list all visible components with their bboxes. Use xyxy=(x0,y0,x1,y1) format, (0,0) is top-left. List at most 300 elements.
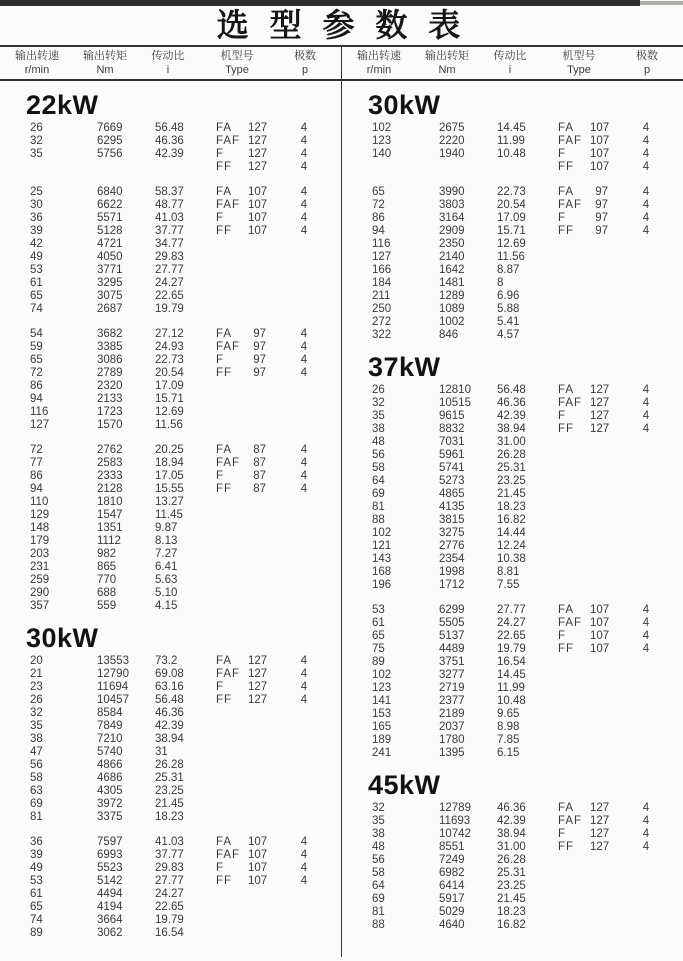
cell-torque: 1089 xyxy=(439,303,465,315)
table-row xyxy=(342,436,683,449)
cell-type-size xyxy=(590,462,608,475)
table-row xyxy=(342,303,683,316)
cell-poles xyxy=(608,906,683,919)
cell-type-prefix xyxy=(558,880,590,893)
cell-ratio: 27.77 xyxy=(155,264,184,276)
cell-ratio: 18.23 xyxy=(155,811,184,823)
table-row xyxy=(0,655,341,668)
data-block xyxy=(0,444,341,613)
cell-ratio: 37.77 xyxy=(155,849,184,861)
cell-ratio: 16.54 xyxy=(155,927,184,939)
cell-poles xyxy=(266,406,341,419)
cell-type-prefix: FA xyxy=(216,655,233,667)
cell-poles: 4 xyxy=(300,341,308,353)
table-row xyxy=(0,509,341,522)
cell-type-size xyxy=(590,436,608,449)
cell-poles xyxy=(266,707,341,720)
cell-type-prefix: FAF xyxy=(558,397,583,409)
col-header-ratio-unit: i xyxy=(166,64,170,76)
table-row xyxy=(342,579,683,592)
cell-ratio: 11.56 xyxy=(497,251,525,263)
cell-type-size xyxy=(248,419,266,432)
cell-torque: 3385 xyxy=(97,341,123,353)
cell-type-size: 87 xyxy=(253,470,266,482)
cell-type-size xyxy=(248,251,266,264)
cell-type-prefix xyxy=(216,772,248,785)
cell-type-size xyxy=(248,733,266,746)
cell-ratio: 14.44 xyxy=(497,527,526,539)
col-header-speed-unit: r/min xyxy=(366,64,392,76)
cell-speed: 86 xyxy=(372,212,385,224)
cell-type-prefix xyxy=(216,785,248,798)
table-row xyxy=(0,535,341,548)
cell-ratio: 23.25 xyxy=(497,880,526,892)
cell-ratio: 26.28 xyxy=(155,759,184,771)
cell-ratio: 17.05 xyxy=(155,470,184,482)
cell-speed: 39 xyxy=(30,849,43,861)
cell-type-size: 107 xyxy=(248,199,268,211)
cell-torque: 5917 xyxy=(439,893,465,905)
table-row xyxy=(0,772,341,785)
cell-ratio: 18.94 xyxy=(155,457,184,469)
cell-torque: 3375 xyxy=(97,811,123,823)
table-row xyxy=(0,798,341,811)
table-row xyxy=(342,695,683,708)
cell-type-size: 127 xyxy=(590,828,610,840)
cell-torque: 1810 xyxy=(97,496,123,508)
cell-torque: 4050 xyxy=(97,251,123,263)
cell-type-prefix xyxy=(558,316,590,329)
cell-type-size xyxy=(248,264,266,277)
cell-type-prefix xyxy=(558,436,590,449)
cell-type-prefix xyxy=(558,854,590,867)
table-row xyxy=(342,854,683,867)
cell-speed: 116 xyxy=(30,406,49,418)
cell-type-prefix xyxy=(216,238,248,251)
table-row xyxy=(0,303,341,316)
cell-type-size: 127 xyxy=(248,694,268,706)
cell-speed: 102 xyxy=(372,527,392,539)
cell-poles xyxy=(608,488,683,501)
cell-speed: 74 xyxy=(30,914,43,926)
cell-speed: 64 xyxy=(372,475,385,487)
cell-speed: 179 xyxy=(30,535,50,547)
cell-torque: 3751 xyxy=(439,656,465,668)
cell-torque: 1002 xyxy=(439,316,465,328)
cell-type-prefix xyxy=(216,406,248,419)
cell-torque: 2719 xyxy=(439,682,465,694)
cell-speed: 59 xyxy=(30,341,43,353)
cell-torque: 6982 xyxy=(439,867,465,879)
table-row xyxy=(342,527,683,540)
cell-ratio: 42.39 xyxy=(155,720,184,732)
cell-ratio: 20.54 xyxy=(155,367,184,379)
cell-type-prefix: FF xyxy=(216,367,233,379)
cell-ratio: 7.27 xyxy=(155,548,178,560)
col-header-poles-cn: 极数 xyxy=(636,50,658,62)
cell-type-prefix: FF xyxy=(558,161,575,173)
cell-ratio: 14.45 xyxy=(497,669,526,681)
right-column xyxy=(342,84,683,961)
cell-type-prefix: FF xyxy=(216,694,233,706)
cell-type-prefix xyxy=(216,901,248,914)
cell-torque: 2133 xyxy=(97,393,123,405)
cell-ratio: 8 xyxy=(497,277,504,289)
cell-ratio: 15.55 xyxy=(155,483,184,495)
cell-ratio: 22.65 xyxy=(497,630,526,642)
cell-poles xyxy=(608,747,683,760)
cell-ratio: 5.10 xyxy=(155,587,178,599)
cell-ratio: 48.77 xyxy=(155,199,184,211)
cell-poles xyxy=(608,449,683,462)
cell-torque: 9615 xyxy=(439,410,465,422)
cell-ratio: 17.09 xyxy=(155,380,184,392)
cell-type-size: 107 xyxy=(248,849,268,861)
cell-type-size xyxy=(590,906,608,919)
table-row xyxy=(0,849,341,862)
cell-type-prefix xyxy=(558,501,590,514)
cell-poles xyxy=(608,462,683,475)
cell-ratio: 42.39 xyxy=(497,815,526,827)
cell-speed: 69 xyxy=(372,488,385,500)
cell-type-prefix xyxy=(216,798,248,811)
cell-ratio: 25.31 xyxy=(155,772,184,784)
cell-torque: 5961 xyxy=(439,449,465,461)
table-row xyxy=(0,694,341,707)
cell-type-size: 127 xyxy=(590,802,610,814)
cell-speed: 127 xyxy=(372,251,392,263)
table-row xyxy=(0,186,341,199)
table-row xyxy=(342,630,683,643)
col-header-ratio-cn: 传动比 xyxy=(151,50,185,62)
cell-poles xyxy=(608,238,683,251)
cell-poles xyxy=(266,733,341,746)
cell-type-prefix: F xyxy=(558,828,567,840)
cell-speed: 69 xyxy=(30,798,43,810)
cell-type-prefix: FA xyxy=(216,186,233,198)
cell-type-prefix xyxy=(216,811,248,824)
cell-type-prefix: FAF xyxy=(216,341,241,353)
cell-speed: 88 xyxy=(372,919,385,931)
section-title-45kW: 45kW xyxy=(368,770,441,800)
cell-ratio: 27.77 xyxy=(497,604,526,616)
cell-torque: 982 xyxy=(97,548,117,560)
cell-torque: 5137 xyxy=(439,630,465,642)
cell-speed: 53 xyxy=(30,264,43,276)
cell-torque xyxy=(97,161,155,174)
cell-poles xyxy=(608,251,683,264)
cell-speed: 89 xyxy=(372,656,385,668)
cell-type-prefix: FAF xyxy=(216,135,241,147)
cell-torque: 4686 xyxy=(97,772,123,784)
cell-type-size xyxy=(248,746,266,759)
cell-poles: 4 xyxy=(642,410,650,422)
cell-speed: 61 xyxy=(30,277,43,289)
cell-poles xyxy=(608,579,683,592)
cell-type-size xyxy=(590,579,608,592)
table-row xyxy=(342,186,683,199)
cell-torque: 2140 xyxy=(439,251,465,263)
cell-type-size xyxy=(248,914,266,927)
cell-type-size: 107 xyxy=(248,186,268,198)
cell-type-size xyxy=(248,548,266,561)
cell-poles: 4 xyxy=(300,186,308,198)
cell-speed: 58 xyxy=(372,462,385,474)
table-row xyxy=(342,708,683,721)
cell-poles: 4 xyxy=(300,875,308,887)
col-header-type xyxy=(547,49,611,77)
cell-ratio: 5.63 xyxy=(155,574,178,586)
cell-torque: 11694 xyxy=(97,681,129,693)
cell-type-size: 107 xyxy=(590,630,610,642)
cell-type-size xyxy=(248,927,266,940)
cell-poles xyxy=(608,514,683,527)
cell-speed: 74 xyxy=(30,303,43,315)
cell-poles: 4 xyxy=(642,423,650,435)
cell-speed: 143 xyxy=(372,553,392,565)
cell-speed: 72 xyxy=(372,199,385,211)
cell-poles: 4 xyxy=(300,681,308,693)
cell-type-size xyxy=(590,290,608,303)
cell-ratio: 37.77 xyxy=(155,225,184,237)
cell-type-size xyxy=(590,329,608,342)
cell-poles xyxy=(608,475,683,488)
cell-speed: 290 xyxy=(30,587,50,599)
cell-torque: 6840 xyxy=(97,186,123,198)
col-header-type xyxy=(205,49,269,77)
cell-type-prefix xyxy=(216,587,248,600)
cell-ratio: 8.81 xyxy=(497,566,520,578)
cell-type-prefix xyxy=(216,888,248,901)
cell-type-size xyxy=(590,867,608,880)
cell-ratio: 10.48 xyxy=(497,148,526,160)
table-row xyxy=(342,251,683,264)
cell-speed: 272 xyxy=(372,316,392,328)
cell-type-prefix xyxy=(558,488,590,501)
cell-ratio: 10.38 xyxy=(497,553,526,565)
cell-poles xyxy=(266,811,341,824)
cell-ratio: 16.82 xyxy=(497,919,526,931)
cell-type-prefix xyxy=(558,264,590,277)
cell-speed xyxy=(372,161,439,174)
data-block xyxy=(342,122,683,174)
cell-type-prefix: F xyxy=(216,862,225,874)
table-row xyxy=(0,277,341,290)
cell-type-size: 127 xyxy=(590,384,610,396)
cell-torque: 7210 xyxy=(97,733,123,745)
cell-ratio: 46.36 xyxy=(155,135,184,147)
cell-poles: 4 xyxy=(642,161,650,173)
table-row xyxy=(342,867,683,880)
table-row xyxy=(342,316,683,329)
cell-type-size: 107 xyxy=(248,212,268,224)
cell-poles xyxy=(608,893,683,906)
table-row xyxy=(0,875,341,888)
cell-type-prefix xyxy=(558,734,590,747)
cell-type-size xyxy=(590,854,608,867)
col-header-type-cn: 机型号 xyxy=(562,50,596,62)
cell-torque: 1642 xyxy=(439,264,465,276)
cell-ratio: 20.25 xyxy=(155,444,184,456)
cell-speed: 88 xyxy=(372,514,385,526)
cell-ratio: 24.93 xyxy=(155,341,184,353)
cell-poles xyxy=(608,553,683,566)
cell-type-size xyxy=(590,527,608,540)
cell-torque: 6299 xyxy=(439,604,465,616)
cell-torque: 2320 xyxy=(97,380,123,392)
cell-poles: 4 xyxy=(300,161,308,173)
table-row xyxy=(0,238,341,251)
cell-type-size xyxy=(590,277,608,290)
cell-torque xyxy=(439,161,497,174)
cell-speed: 64 xyxy=(372,880,385,892)
cell-speed: 94 xyxy=(30,393,43,405)
cell-type-prefix: FAF xyxy=(558,617,583,629)
table-row xyxy=(0,419,341,432)
cell-torque: 5523 xyxy=(97,862,123,874)
cell-ratio: 22.73 xyxy=(155,354,184,366)
cell-type-size: 107 xyxy=(248,225,268,237)
top-rule-bar xyxy=(0,0,640,6)
cell-poles xyxy=(266,393,341,406)
cell-torque: 3295 xyxy=(97,277,123,289)
cell-poles xyxy=(608,527,683,540)
cell-ratio: 22.73 xyxy=(497,186,526,198)
cell-type-size: 127 xyxy=(248,135,268,147)
cell-torque: 1112 xyxy=(97,535,121,547)
table-row xyxy=(342,880,683,893)
cell-type-size xyxy=(248,238,266,251)
cell-speed: 203 xyxy=(30,548,50,560)
table-row xyxy=(0,251,341,264)
cell-speed: 47 xyxy=(30,746,43,758)
cell-speed: 49 xyxy=(30,862,43,874)
cell-torque: 1481 xyxy=(439,277,465,289)
cell-ratio: 8.13 xyxy=(155,535,178,547)
table-row xyxy=(0,496,341,509)
cell-poles: 4 xyxy=(642,841,650,853)
cell-poles xyxy=(266,251,341,264)
cell-type-prefix xyxy=(558,540,590,553)
col-header-speed xyxy=(344,49,414,77)
cell-speed: 86 xyxy=(30,470,43,482)
cell-speed: 56 xyxy=(30,759,43,771)
cell-type-prefix xyxy=(558,867,590,880)
cell-poles xyxy=(266,587,341,600)
cell-torque: 7597 xyxy=(97,836,123,848)
cell-speed: 129 xyxy=(30,509,50,521)
cell-ratio: 18.23 xyxy=(497,906,526,918)
cell-poles xyxy=(608,656,683,669)
cell-type-prefix xyxy=(216,746,248,759)
cell-speed: 94 xyxy=(30,483,43,495)
cell-type-size xyxy=(590,880,608,893)
cell-type-prefix xyxy=(558,462,590,475)
cell-ratio: 41.03 xyxy=(155,836,184,848)
cell-poles xyxy=(266,264,341,277)
table-row xyxy=(0,444,341,457)
cell-ratio: 25.31 xyxy=(497,462,526,474)
table-row xyxy=(342,329,683,342)
cell-type-size: 107 xyxy=(590,148,610,160)
cell-ratio: 63.16 xyxy=(155,681,184,693)
cell-poles xyxy=(608,277,683,290)
cell-type-size xyxy=(248,522,266,535)
table-row xyxy=(342,540,683,553)
cell-ratio: 6.15 xyxy=(497,747,520,759)
cell-torque: 11693 xyxy=(439,815,471,827)
cell-type-size: 107 xyxy=(590,135,610,147)
cell-speed: 81 xyxy=(372,906,385,918)
cell-speed: 102 xyxy=(372,122,392,134)
col-header-type-cn: 机型号 xyxy=(220,50,254,62)
cell-ratio: 46.36 xyxy=(155,707,184,719)
cell-type-prefix xyxy=(216,290,248,303)
cell-type-size xyxy=(590,734,608,747)
col-header-ratio-cn: 传动比 xyxy=(493,50,527,62)
cell-poles: 4 xyxy=(642,604,650,616)
cell-type-size xyxy=(248,277,266,290)
table-row xyxy=(342,514,683,527)
cell-torque: 6622 xyxy=(97,199,123,211)
table-row xyxy=(342,122,683,135)
cell-poles: 4 xyxy=(642,384,650,396)
table-row xyxy=(0,367,341,380)
col-header-poles-cn: 极数 xyxy=(294,50,316,62)
cell-type-prefix xyxy=(216,251,248,264)
cell-poles xyxy=(608,854,683,867)
cell-speed: 39 xyxy=(30,225,43,237)
cell-type-prefix xyxy=(558,303,590,316)
cell-poles: 4 xyxy=(642,135,650,147)
cell-ratio: 56.48 xyxy=(497,384,526,396)
cell-type-prefix: FF xyxy=(558,225,575,237)
cell-type-prefix xyxy=(216,303,248,316)
cell-speed: 189 xyxy=(372,734,392,746)
col-header-torque-cn: 输出转矩 xyxy=(83,50,127,62)
cell-poles xyxy=(266,535,341,548)
cell-speed: 153 xyxy=(372,708,392,720)
cell-type-size xyxy=(590,514,608,527)
cell-torque: 5273 xyxy=(439,475,465,487)
cell-type-size xyxy=(590,553,608,566)
cell-speed: 32 xyxy=(30,707,43,719)
cell-ratio: 46.36 xyxy=(497,397,526,409)
cell-type-prefix xyxy=(558,251,590,264)
cell-speed: 36 xyxy=(30,836,43,848)
table-row xyxy=(0,380,341,393)
cell-type-prefix xyxy=(558,721,590,734)
cell-type-prefix xyxy=(216,509,248,522)
cell-ratio: 12.24 xyxy=(497,540,526,552)
cell-poles xyxy=(608,682,683,695)
cell-type-prefix xyxy=(558,656,590,669)
col-header-torque-unit: Nm xyxy=(96,64,114,76)
cell-torque: 7249 xyxy=(439,854,465,866)
cell-torque: 4866 xyxy=(97,759,123,771)
cell-type-size xyxy=(590,721,608,734)
cell-type-prefix xyxy=(558,475,590,488)
table-row xyxy=(0,548,341,561)
table-row xyxy=(0,341,341,354)
cell-poles xyxy=(266,746,341,759)
cell-torque: 3815 xyxy=(439,514,465,526)
cell-speed: 53 xyxy=(30,875,43,887)
cell-ratio: 16.82 xyxy=(497,514,526,526)
cell-torque: 7031 xyxy=(439,436,465,448)
cell-torque: 2354 xyxy=(439,553,465,565)
cell-poles xyxy=(266,496,341,509)
